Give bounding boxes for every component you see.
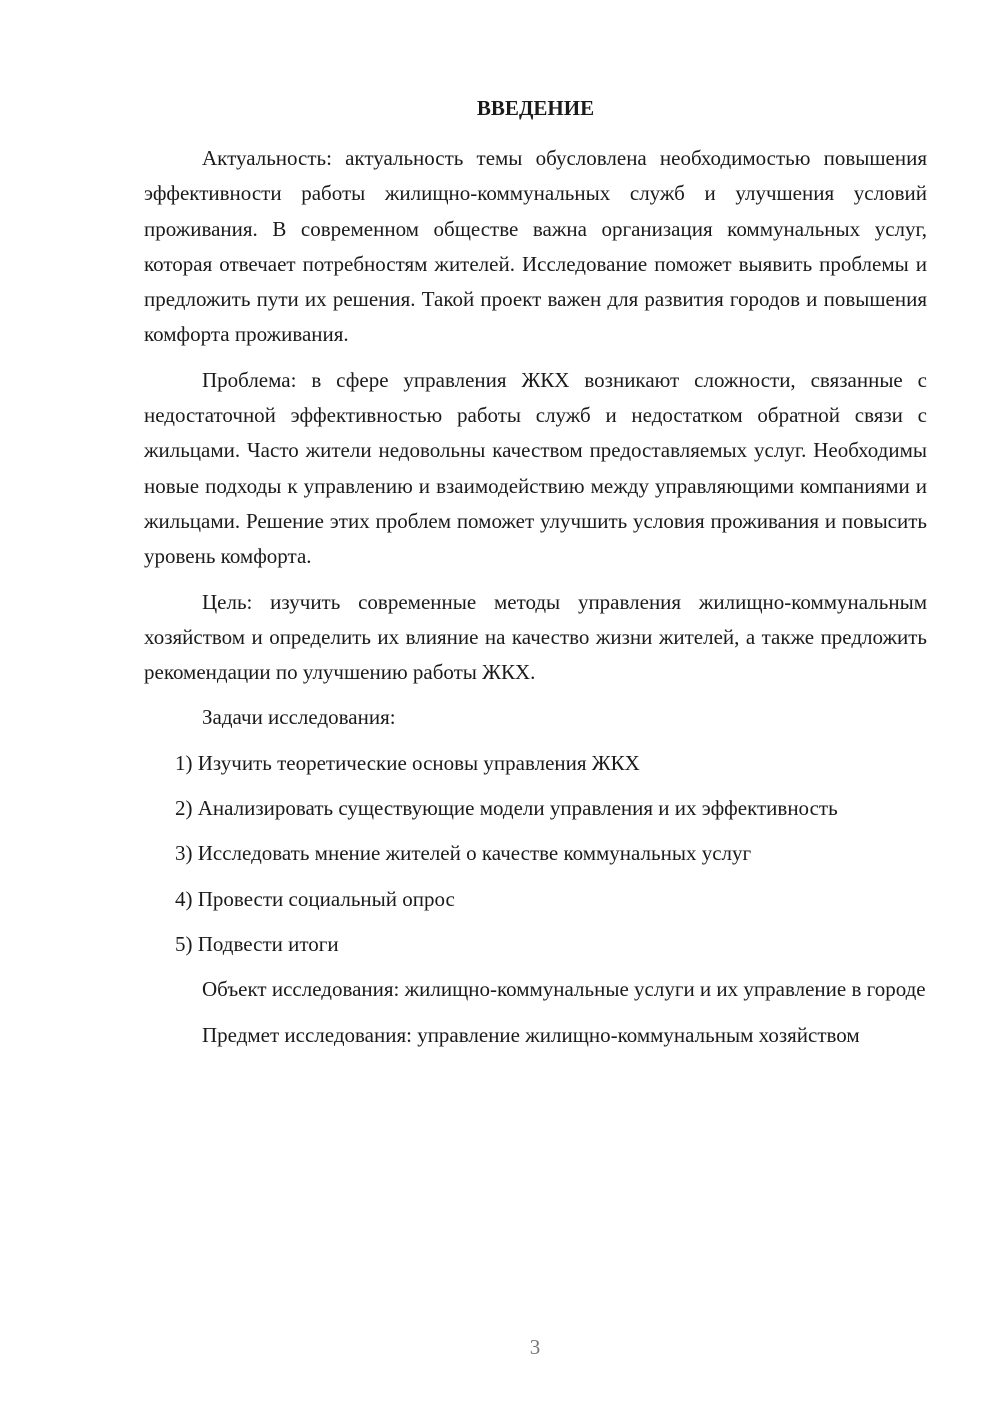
document-page: [144, 93, 927, 1063]
tasks-heading: Задачи исследования:: [202, 705, 396, 730]
task-item: 5) Подвести итоги: [175, 931, 339, 956]
object-paragraph: Объект исследования: жилищно-коммунальные услуги и их управление в городе: [202, 977, 926, 1002]
task-item: 3) Исследовать мнение жителей о качестве коммунальных услуг: [175, 841, 752, 866]
task-item: 4) Провести социальный опрос: [175, 886, 455, 911]
subject-paragraph: Предмет исследования: управление жилищно-коммунальным хозяйством: [202, 1022, 860, 1047]
task-item: 1) Изучить теоретические основы управления ЖКХ: [175, 750, 640, 775]
relevance-paragraph: Актуальность: актуальность темы обусловлена необходимостью повышения эффективности работы жилищно-коммунальных служб и улучшения условий проживания. В современном обществе важна организация коммунальных услуг, которая отвечает потребностям жителей. Исследование поможет выявить проблемы и предложить пути их решения. Такой проект важен для развития городов и повышения комфорта проживания.: [144, 146, 927, 347]
task-item: 2) Анализировать существующие модели управления и их эффективность: [175, 796, 838, 821]
goal-paragraph: Цель: изучить современные методы управления жилищно-коммунальным хозяйством и определить их влияние на качество жизни жителей, а также предложить рекомендации по улучшению работы ЖКХ.: [144, 589, 927, 685]
section-title: ВВЕДЕНИЕ: [476, 96, 595, 120]
page-number: 3: [529, 1335, 541, 1359]
problem-paragraph: Проблема: в сфере управления ЖКХ возникают сложности, связанные с недостаточной эффективностью работы служб и недостатком обратной связи с жильцами. Часто жители недовольны качеством предоставляемых услуг. Необходимы новые подходы к управлению и взаимодействию между управляющими компаниями и жильцами. Решение этих проблем поможет улучшить условия проживания и повысить уровень комфорта.: [144, 367, 927, 569]
